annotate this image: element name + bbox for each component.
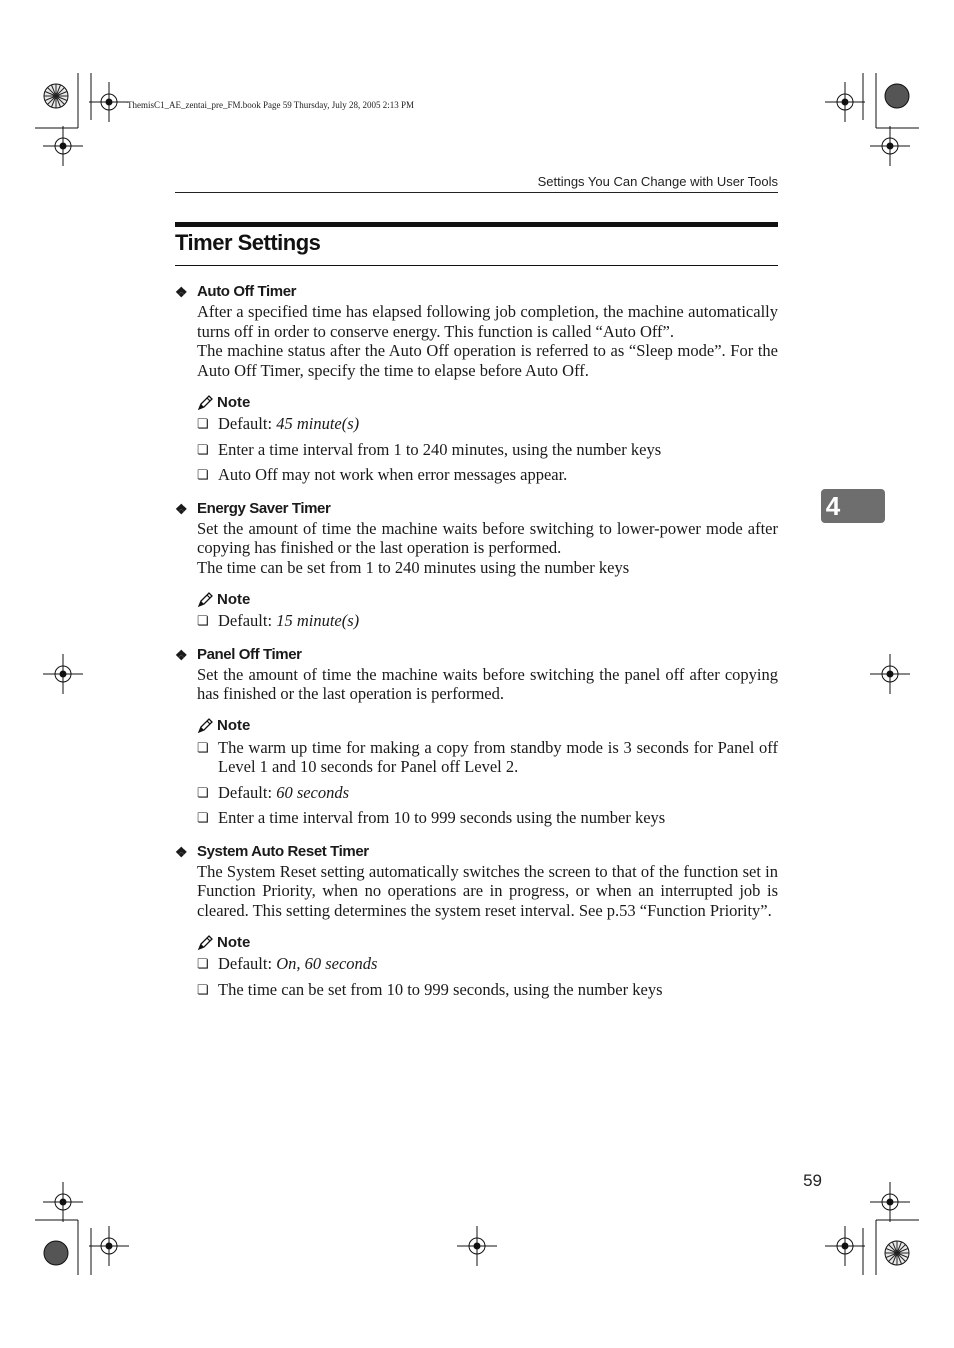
setting-item xyxy=(175,499,778,631)
section-title: Timer Settings xyxy=(175,230,321,255)
note-block xyxy=(197,392,778,485)
note-item xyxy=(197,465,778,485)
setting-title xyxy=(175,645,778,665)
setting-title-text: Energy Saver Timer xyxy=(197,499,331,517)
diamond-bullet-icon: ❖ xyxy=(175,646,188,663)
setting-title xyxy=(175,282,778,302)
note-item xyxy=(197,414,778,434)
note-text: Default: xyxy=(218,954,277,973)
note-item-text xyxy=(218,954,377,974)
checkbox-bullet-icon: ❏ xyxy=(197,441,209,457)
setting-description xyxy=(197,519,778,578)
checkbox-bullet-icon: ❏ xyxy=(197,981,209,997)
diamond-bullet-icon: ❖ xyxy=(175,843,188,860)
description-paragraph: Set the amount of time the machine waits before switching the panel off after copying has finished or the last operation is performed. xyxy=(197,664,778,703)
running-header: Settings You Can Change with User Tools xyxy=(537,174,778,189)
chapter-number: 4 xyxy=(825,491,841,521)
note-block xyxy=(197,932,778,999)
note-heading xyxy=(197,716,778,736)
note-item xyxy=(197,980,778,1000)
timer-settings-content xyxy=(175,282,778,1013)
checkbox-bullet-icon: ❏ xyxy=(197,467,209,482)
note-text: The time can be set from 10 to 999 seconds, using the number keys xyxy=(218,979,663,999)
note-label: Note xyxy=(217,590,251,608)
note-heading xyxy=(197,392,778,412)
note-item-text xyxy=(218,783,349,803)
pencil-icon xyxy=(197,591,214,608)
description-paragraph: After a specified time has elapsed following job completion, the machine automatically turns off in order to conserve energy. This function is called “Auto Off”. xyxy=(197,302,778,341)
note-item xyxy=(197,440,778,460)
section-top-rule xyxy=(175,222,778,227)
note-text: Default: xyxy=(218,414,277,433)
pencil-icon xyxy=(197,394,214,411)
note-text: Default: xyxy=(218,782,277,802)
description-paragraph: Set the amount of time the machine waits before switching to lower-power mode after copying has finished or the last operation is performed. xyxy=(197,518,778,557)
note-label: Note xyxy=(217,717,251,734)
note-value: 45 minute(s) xyxy=(276,414,360,433)
note-item-text xyxy=(218,414,359,434)
note-text: Auto Off may not work when error messages appear. xyxy=(218,465,568,484)
note-text: Enter a time interval from 10 to 999 seconds using the number keys xyxy=(218,808,666,827)
page-number: 59 xyxy=(803,1171,822,1190)
section-title-rule xyxy=(175,265,778,266)
setting-title xyxy=(175,842,778,862)
header-rule xyxy=(175,192,778,193)
pencil-icon xyxy=(197,934,214,951)
note-list xyxy=(197,611,778,631)
note-text: The warm up time for making a copy from standby mode is 3 seconds for Panel off Level 1 and 10 seconds for Panel off Level 2. xyxy=(218,737,778,776)
checkbox-bullet-icon: ❏ xyxy=(197,613,209,628)
setting-title-text: Auto Off Timer xyxy=(197,283,297,300)
print-job-info: ThemisC1_AE_zentai_pre_FM.book Page 59 Thursday, July 28, 2005 2:13 PM xyxy=(127,100,414,110)
note-list xyxy=(197,414,778,485)
description-paragraph: The machine status after the Auto Off operation is referred to as “Sleep mode”. For the Auto Off Timer, specify the time to elapse before Auto Off. xyxy=(197,341,778,380)
note-item-text xyxy=(218,980,663,1000)
note-heading xyxy=(197,932,778,952)
diamond-bullet-icon: ❖ xyxy=(175,284,188,300)
setting-item xyxy=(175,282,778,485)
note-item xyxy=(197,954,778,974)
checkbox-bullet-icon: ❏ xyxy=(197,739,209,755)
note-value: 15 minute(s) xyxy=(276,611,360,630)
setting-title xyxy=(175,499,778,519)
note-text: Enter a time interval from 1 to 240 minutes, using the number keys xyxy=(218,439,662,459)
setting-description xyxy=(197,665,778,704)
setting-title-text: System Auto Reset Timer xyxy=(197,842,369,860)
note-item xyxy=(197,611,778,631)
description-paragraph: The time can be set from 1 to 240 minutes using the number keys xyxy=(197,557,630,577)
setting-item xyxy=(175,842,778,1000)
note-item-text xyxy=(218,611,359,631)
setting-item xyxy=(175,645,778,828)
checkbox-bullet-icon: ❏ xyxy=(197,416,209,431)
note-label: Note xyxy=(217,933,251,951)
setting-description xyxy=(197,862,778,921)
diamond-bullet-icon: ❖ xyxy=(175,500,188,517)
checkbox-bullet-icon: ❏ xyxy=(197,784,209,800)
note-value: On, 60 seconds xyxy=(276,954,378,973)
note-item-text xyxy=(218,465,567,485)
pencil-icon xyxy=(197,717,214,734)
note-item-text xyxy=(218,808,665,828)
note-block xyxy=(197,716,778,828)
note-value: 60 seconds xyxy=(276,782,350,802)
note-item xyxy=(197,738,778,777)
setting-description xyxy=(197,302,778,380)
checkbox-bullet-icon: ❏ xyxy=(197,810,209,825)
note-item xyxy=(197,783,778,803)
note-item-text xyxy=(218,738,778,777)
note-heading xyxy=(197,589,778,609)
note-block xyxy=(197,589,778,631)
note-item xyxy=(197,808,778,828)
note-list xyxy=(197,738,778,828)
setting-title-text: Panel Off Timer xyxy=(197,645,302,663)
checkbox-bullet-icon: ❏ xyxy=(197,956,209,971)
description-paragraph: The System Reset setting automatically switches the screen to that of the function set in Function Priority, when no operations are in progress, or when an interrupted job is cleared. This setting determines the system reset interval. See p.53 “Function Priority”. xyxy=(197,861,778,920)
note-text: Default: xyxy=(218,611,277,630)
note-label: Note xyxy=(217,393,251,411)
note-item-text xyxy=(218,440,661,460)
note-list xyxy=(197,954,778,999)
